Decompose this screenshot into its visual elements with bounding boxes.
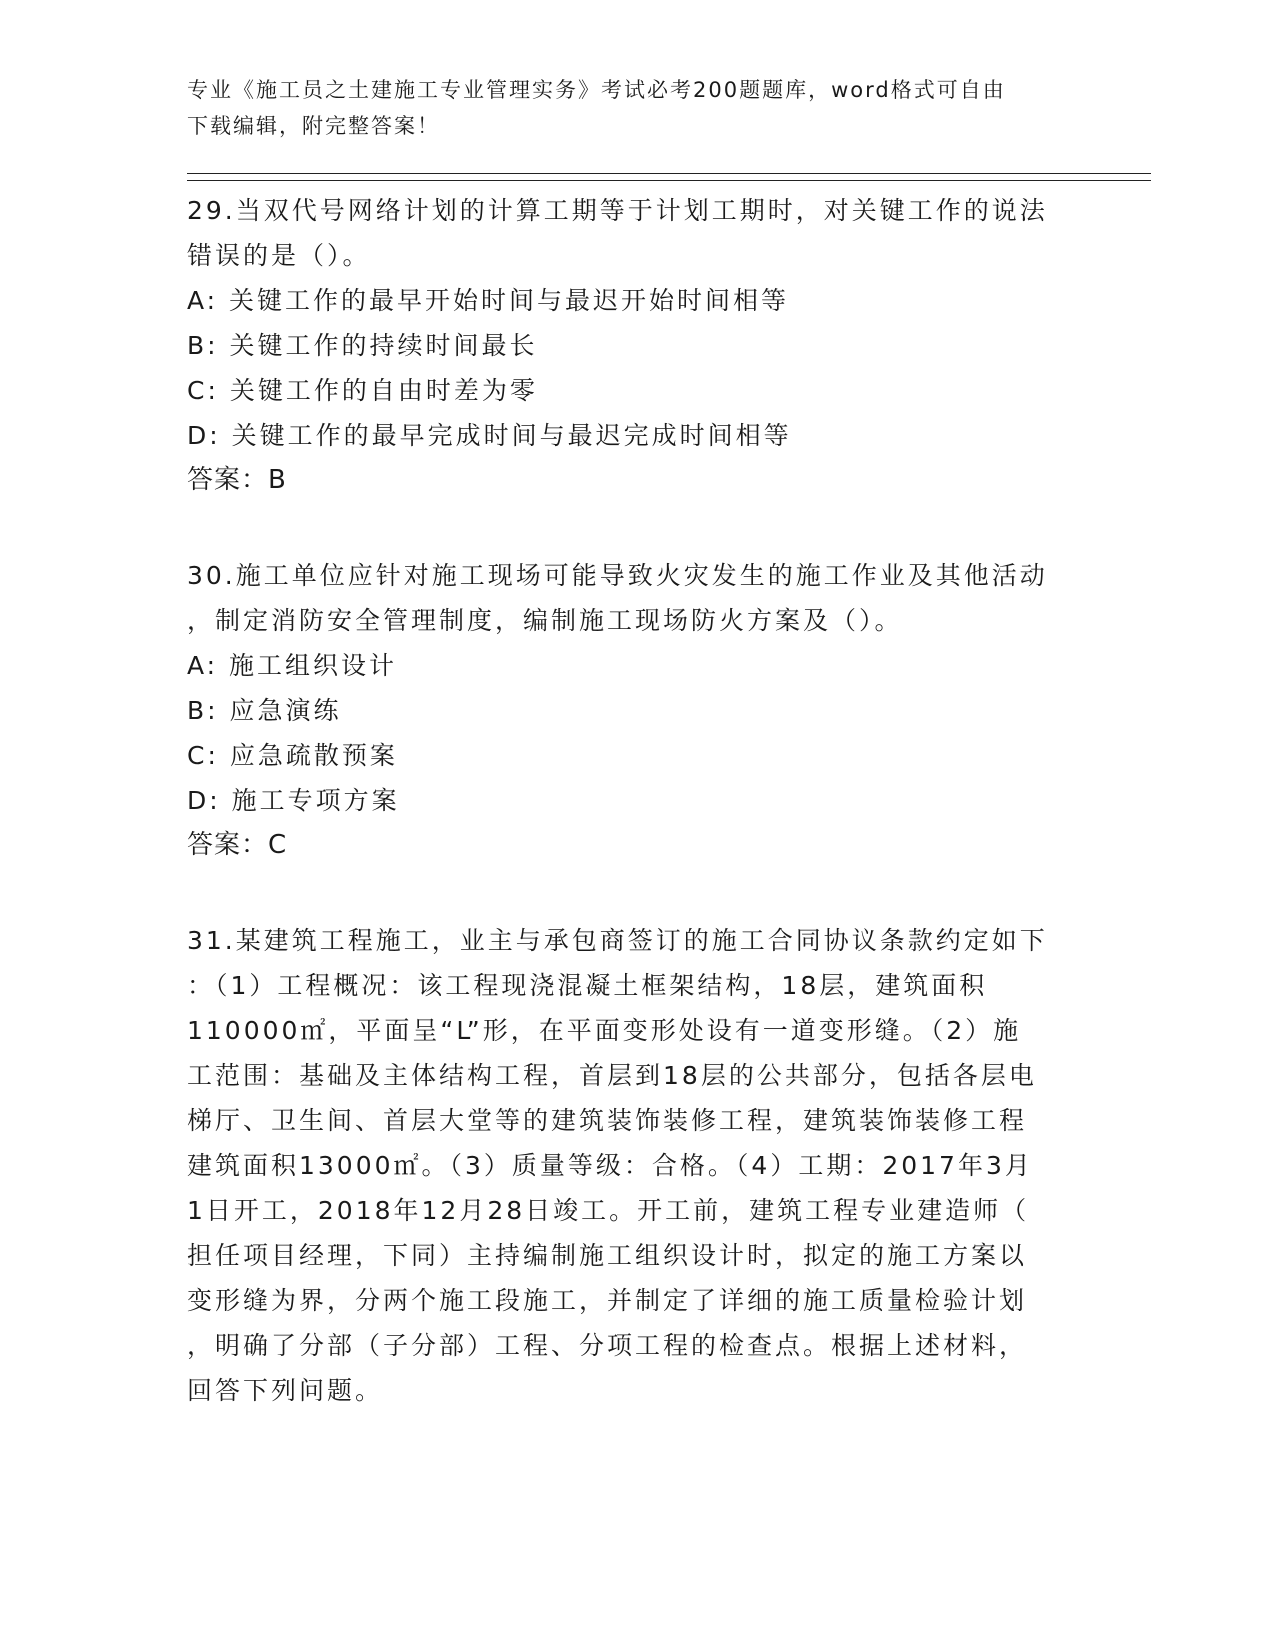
question-30-answer: 答案：C (187, 830, 288, 860)
question-29-option-d: D: 关键工作的最早完成时间与最迟完成时间相等 (187, 421, 792, 450)
header-divider-top (187, 173, 1151, 174)
question-31-line-3: 110000㎡，平面呈“L”形，在平面变形处设有一道变形缝。（2）施 (187, 1016, 1022, 1045)
header-divider-bottom (187, 180, 1151, 181)
question-31-line-6: 建筑面积13000㎡。（3）质量等级：合格。（4）工期：2017年3月 (187, 1151, 1033, 1180)
header-line-2: 下载编辑，附完整答案！ (187, 114, 440, 138)
question-31-line-1: 31.某建筑工程施工，业主与承包商签订的施工合同协议条款约定如下 (187, 926, 1048, 955)
question-30-line-2: ，制定消防安全管理制度，编制施工现场防火方案及（）。 (187, 606, 903, 635)
question-30-option-b: B: 应急演练 (187, 696, 342, 725)
question-30 (187, 553, 1087, 868)
question-30-option-a: A: 施工组织设计 (187, 651, 398, 680)
question-30-option-d: D: 施工专项方案 (187, 786, 400, 815)
question-31-line-4: 工范围：基础及主体结构工程，首层到18层的公共部分，包括各层电 (187, 1061, 1037, 1090)
question-29-option-b: B: 关键工作的持续时间最长 (187, 331, 538, 360)
question-31-line-2: ：（1）工程概况：该工程现浇混凝土框架结构，18层，建筑面积 (187, 971, 988, 1000)
question-31-line-10: ，明确了分部（子分部）工程、分项工程的检查点。根据上述材料， (187, 1331, 1028, 1360)
question-31-line-7: 1日开工，2018年12月28日竣工。开工前，建筑工程专业建造师（ (187, 1196, 1030, 1225)
question-29-line-1: 29.当双代号网络计划的计算工期等于计划工期时，对关键工作的说法 (187, 196, 1048, 225)
question-29-answer: 答案：B (187, 465, 287, 495)
question-29-option-a: A: 关键工作的最早开始时间与最迟开始时间相等 (187, 286, 790, 315)
question-29 (187, 188, 1087, 503)
question-31-line-11: 回答下列问题。 (187, 1376, 384, 1405)
question-30-line-1: 30.施工单位应针对施工现场可能导致火灾发生的施工作业及其他活动 (187, 561, 1048, 590)
question-31-line-5: 梯厅、卫生间、首层大堂等的建筑装饰装修工程，建筑装饰装修工程 (187, 1106, 1028, 1135)
header-line-1: 专业《施工员之土建施工专业管理实务》考试必考200题题库，word格式可自由 (187, 78, 1006, 102)
question-30-option-c: C: 应急疏散预案 (187, 741, 398, 770)
question-29-line-2: 错误的是（）。 (187, 241, 371, 270)
question-31-line-8: 担任项目经理，下同）主持编制施工组织设计时，拟定的施工方案以 (187, 1241, 1028, 1270)
document-header (187, 72, 1067, 144)
question-31-line-9: 变形缝为界，分两个施工段施工，并制定了详细的施工质量检验计划 (187, 1286, 1028, 1315)
question-31 (187, 918, 1087, 1413)
question-29-option-c: C: 关键工作的自由时差为零 (187, 376, 538, 405)
